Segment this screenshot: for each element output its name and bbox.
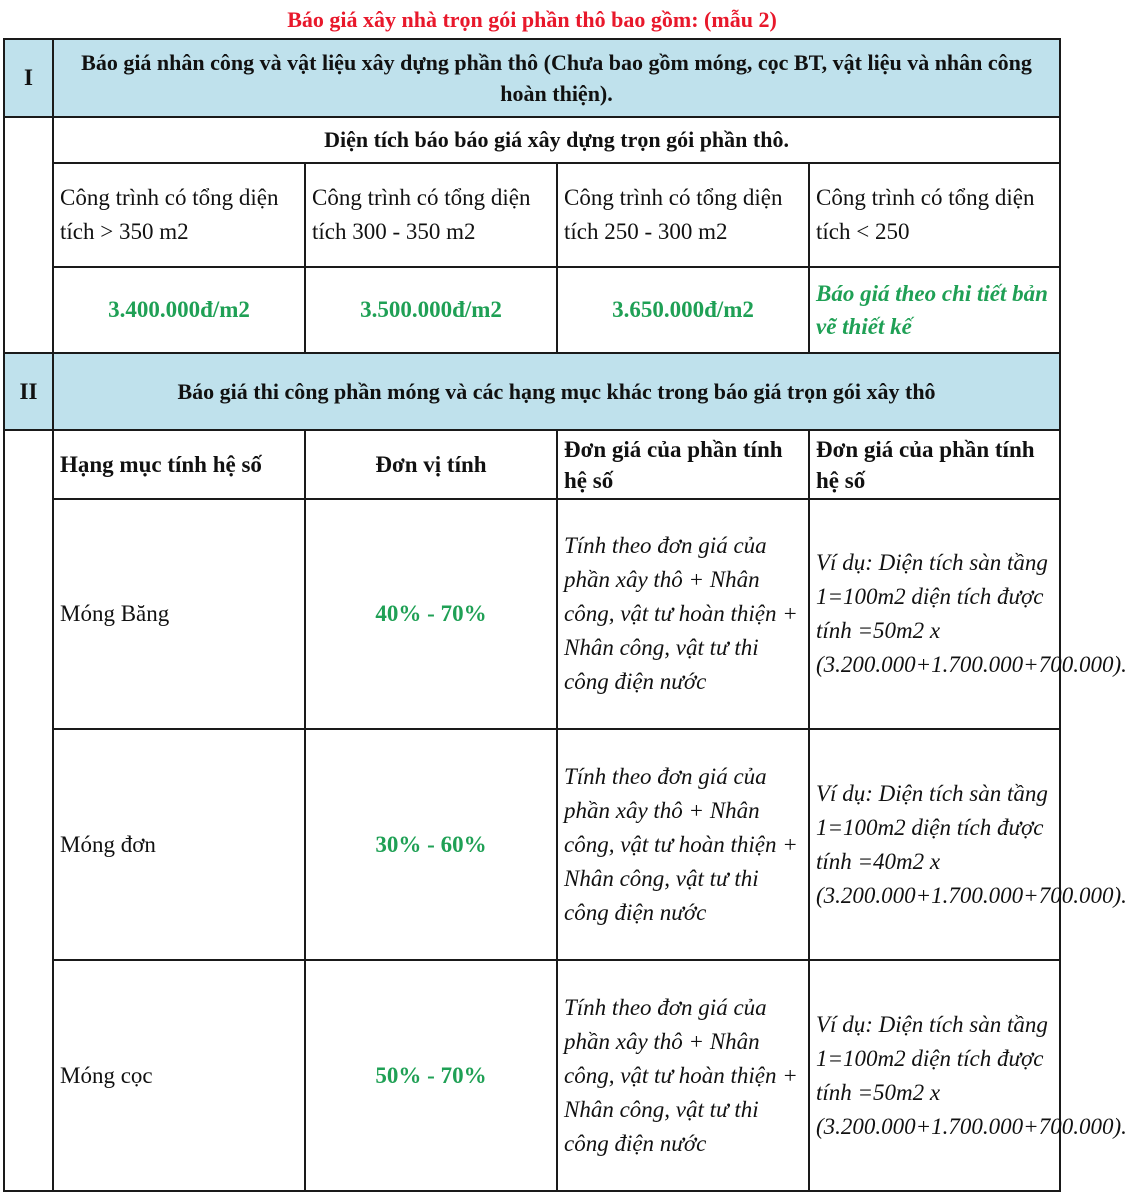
section-1-heading: Báo giá nhân công và vật liệu xây dựng phần thô (Chưa bao gồm móng, cọc BT, vật liệu và nhân công hoàn thiện). [53,39,1060,117]
price-cell: 3.400.000đ/m2 [53,267,305,353]
ratio-cell: 30% - 60% [305,729,557,960]
area-row [4,163,1060,267]
basis-cell: Tính theo đơn giá của phần xây thô + Nhân công, vật tư hoàn thiện + Nhân công, vật tư thi công điện nước [557,729,809,960]
area-cell: Công trình có tổng diện tích < 250 [809,163,1060,267]
basis-cell: Tính theo đơn giá của phần xây thô + Nhân công, vật tư hoàn thiện + Nhân công, vật tư thi công điện nước [557,960,809,1191]
price-table [3,38,1127,1192]
ratio-cell: 50% - 70% [305,960,557,1191]
section-1-numeral: I [4,39,53,117]
table-row [4,960,1060,1191]
section-2-heading: Báo giá thi công phần móng và các hạng mục khác trong báo giá trọn gói xây thô [53,353,1060,430]
area-cell: Công trình có tổng diện tích > 350 m2 [53,163,305,267]
price-row [4,267,1060,353]
section-2-header-row [4,353,1060,430]
example-cell: Ví dụ: Diện tích sàn tầng 1=100m2 diện tích được tính =50m2 x (3.200.000+1.700.000+700.000). [809,499,1060,729]
table-row [4,729,1060,960]
price-cell: 3.650.000đ/m2 [557,267,809,353]
column-header-row [4,430,1060,499]
example-cell: Ví dụ: Diện tích sàn tầng 1=100m2 diện tích được tính =40m2 x (3.200.000+1.700.000+700.000). [809,729,1060,960]
page-title: Báo giá xây nhà trọn gói phần thô bao gồm: (mẫu 2) [287,7,777,32]
area-cell: Công trình có tổng diện tích 250 - 300 m2 [557,163,809,267]
section-1-header-row [4,39,1060,117]
item-cell: Móng Băng [53,499,305,729]
column-header: Đơn giá của phần tính hệ số [809,430,1060,499]
section-1-subheading-row [4,117,1060,163]
section-2-blank-cell [4,430,53,1191]
table-row [4,499,1060,729]
column-header: Hạng mục tính hệ số [53,430,305,499]
section-2-numeral: II [4,353,53,430]
item-cell: Móng cọc [53,960,305,1191]
basis-cell: Tính theo đơn giá của phần xây thô + Nhân công, vật tư hoàn thiện + Nhân công, vật tư thi công điện nước [557,499,809,729]
example-cell: Ví dụ: Diện tích sàn tầng 1=100m2 diện tích được tính =50m2 x (3.200.000+1.700.000+700.000). [809,960,1060,1191]
column-header: Đơn vị tính [305,430,557,499]
section-1-subheading: Diện tích báo báo giá xây dựng trọn gói phần thô. [53,117,1060,163]
ratio-cell: 40% - 70% [305,499,557,729]
section-1-blank-cell [4,117,53,353]
column-header: Đơn giá của phần tính hệ số [557,430,809,499]
item-cell: Móng đơn [53,729,305,960]
price-note-cell: Báo giá theo chi tiết bản vẽ thiết kế [809,267,1060,353]
area-cell: Công trình có tổng diện tích 300 - 350 m2 [305,163,557,267]
price-cell: 3.500.000đ/m2 [305,267,557,353]
